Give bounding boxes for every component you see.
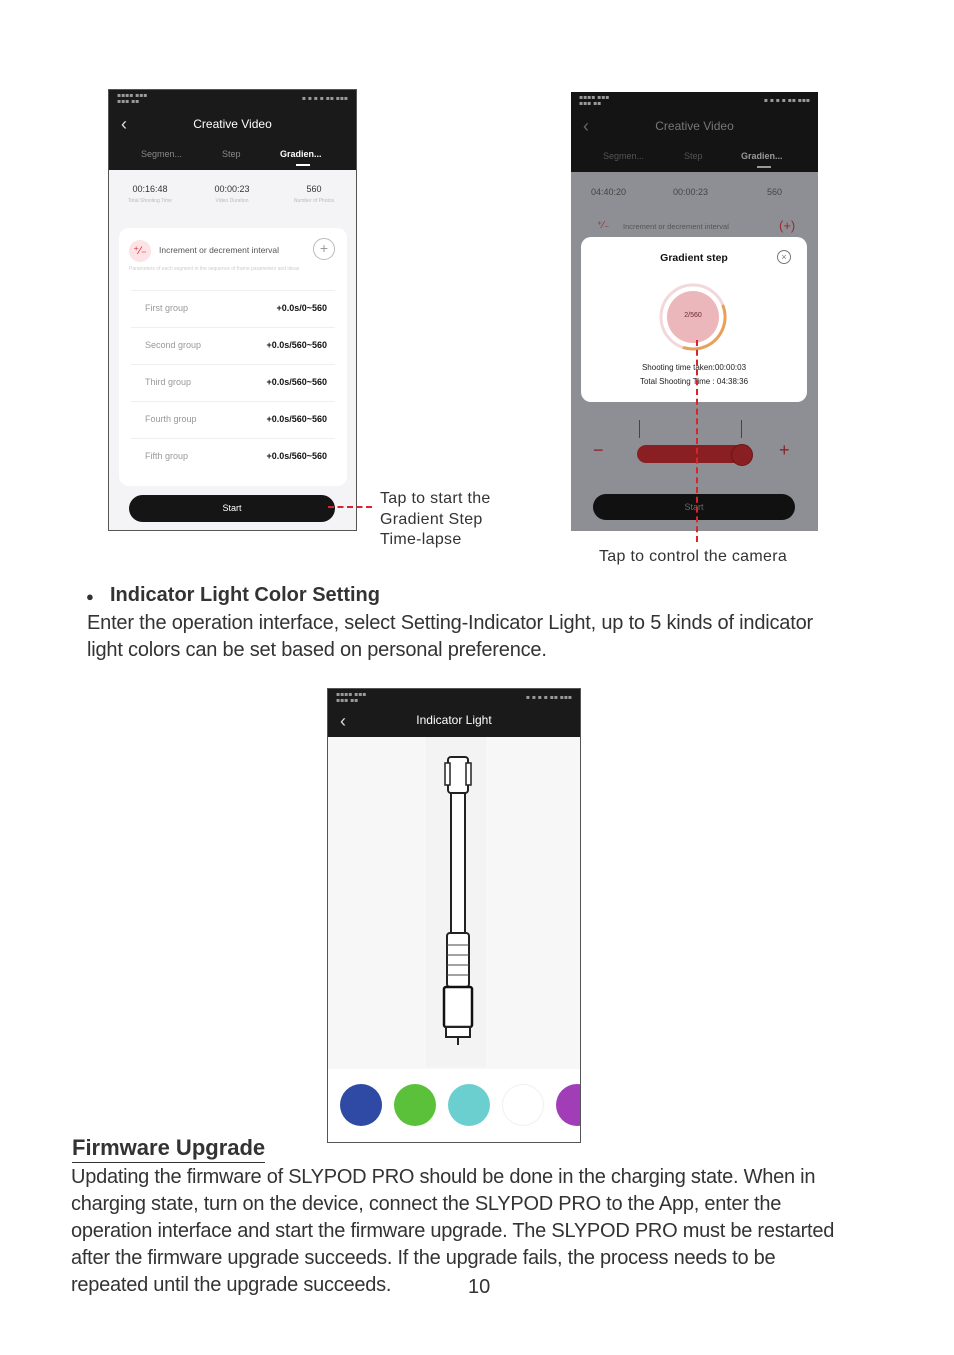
progress-count: 2/560 [684,312,702,319]
screen-title: Indicator Light [416,713,492,727]
interval-label: Increment or decrement interval [623,222,729,231]
caption-control-camera: Tap to control the camera [599,548,788,565]
color-swatch-cyan[interactable] [448,1084,490,1126]
start-button[interactable]: Start [593,494,795,520]
shooting-time-taken: Shooting time taken:00:00:03 [641,363,747,372]
add-interval-button[interactable]: (+) [779,218,796,233]
phone-screenshot-gradient-setup [108,89,357,531]
start-button[interactable]: Start [129,495,335,522]
stat-video-duration: 00:00:23 Video Duration [214,184,250,204]
stat-photo-count: 560 Number of Photos [293,184,335,204]
slider-tick-right [741,420,742,438]
bullet-icon: ● [86,589,94,604]
color-swatch-blue[interactable] [340,1084,382,1126]
tab-step[interactable]: Step [222,149,241,159]
group-row-2[interactable]: Second group +0.0s/560~560 [131,327,335,364]
back-arrow-icon[interactable]: ‹ [121,114,127,134]
interval-label: Increment or decrement interval [159,245,279,255]
back-arrow-icon[interactable]: ‹ [583,116,589,136]
increment-icon: ⁺∕₋ [129,240,151,262]
tab-segment[interactable]: Segmen... [141,149,183,159]
group-row-1[interactable]: First group +0.0s/0~560 [131,290,335,327]
minus-button[interactable]: − [593,440,604,460]
tab-step[interactable]: Step [684,151,703,161]
nav-bar [328,705,580,737]
phone-screenshot-indicator-light [327,688,581,1143]
stat-total-time: 04:40:20 [591,187,627,197]
nav-bar [109,108,356,142]
nav-bar [571,110,818,144]
back-arrow-icon[interactable]: ‹ [340,711,346,731]
slypod-device-icon [428,751,488,1051]
color-swatch-green[interactable] [394,1084,436,1126]
stat-video-duration: 00:00:23 [673,187,709,197]
group-row-5[interactable]: Fifth group +0.0s/560~560 [131,438,335,475]
tab-gradient[interactable]: Gradien... [280,149,322,159]
phone-screenshot-gradient-running [571,92,818,531]
total-shooting-time: Total Shooting Time : 04:38:36 [639,377,749,386]
page-number: 10 [468,1276,491,1298]
gradient-step-dialog [581,237,807,402]
gradient-settings-card [119,228,347,486]
indicator-light-paragraph: Enter the operation interface, select Setting-Indicator Light, up to 5 kinds of indicator light colors can be set based on personal preference. [87,612,813,661]
dialog-title: Gradient step [660,252,728,264]
section-title-indicator-light: Indicator Light Color Setting [110,584,380,606]
status-bar: ▪▪▪▪ ▪▪▪ ▪▪▪ ▪▪ ▪ ▪ ▪ ▪ ▪▪ ▪▪▪ [328,689,580,705]
tab-gradient[interactable]: Gradien... [741,151,783,161]
tab-segment[interactable]: Segmen... [603,151,645,161]
group-row-4[interactable]: Fourth group +0.0s/560~560 [131,401,335,438]
callout-line-start [328,506,372,508]
color-swatch-purple[interactable] [556,1084,581,1126]
color-swatch-white[interactable] [502,1084,544,1126]
screen-title: Creative Video [655,119,734,133]
active-tab-indicator [296,164,310,166]
firmware-upgrade-paragraph: Updating the firmware of SLYPOD PRO should be done in the charging state. When in charging state, turn on the device, connect the SLYPOD PRO to the App, enter the operation interface and start the firmware upgrade. The SLYPOD PRO must be restarted after the firmware upgrade succeeds. If the upgrade fails, the process needs to be repeated until the upgrade succeeds. [71,1166,835,1296]
stat-total-time: 00:16:48 Total Shooting Time [128,184,172,204]
status-bar: ▪▪▪▪ ▪▪▪ ▪▪▪ ▪▪ ▪ ▪ ▪ ▪ ▪▪ ▪▪▪ [571,92,818,110]
interval-hint: Parameters of each segment in the sequence of frame parameters and ideas [129,266,300,272]
plus-button[interactable]: + [779,440,790,460]
screen-title: Creative Video [193,117,272,131]
mode-tabs [571,144,818,172]
caption-start-timelapse: Tap to start the Gradient Step Time-lapse [380,490,491,548]
slider-handle[interactable] [731,444,753,466]
group-row-3[interactable]: Third group +0.0s/560~560 [131,364,335,401]
callout-line-control [696,340,698,542]
add-interval-button[interactable]: + [313,238,335,260]
active-tab-indicator [757,166,771,168]
color-palette [328,1069,581,1143]
section-title-firmware-upgrade: Firmware Upgrade [72,1135,265,1163]
close-icon[interactable]: × [777,250,791,264]
slider-tick-left [639,420,640,438]
mode-tabs [109,142,356,170]
status-bar: ▪▪▪▪ ▪▪▪ ▪▪▪ ▪▪ ▪ ▪ ▪ ▪ ▪▪ ▪▪▪ [109,90,356,108]
increment-icon: ⁺∕₋ [597,220,610,231]
stat-photo-count: 560 [767,187,783,197]
